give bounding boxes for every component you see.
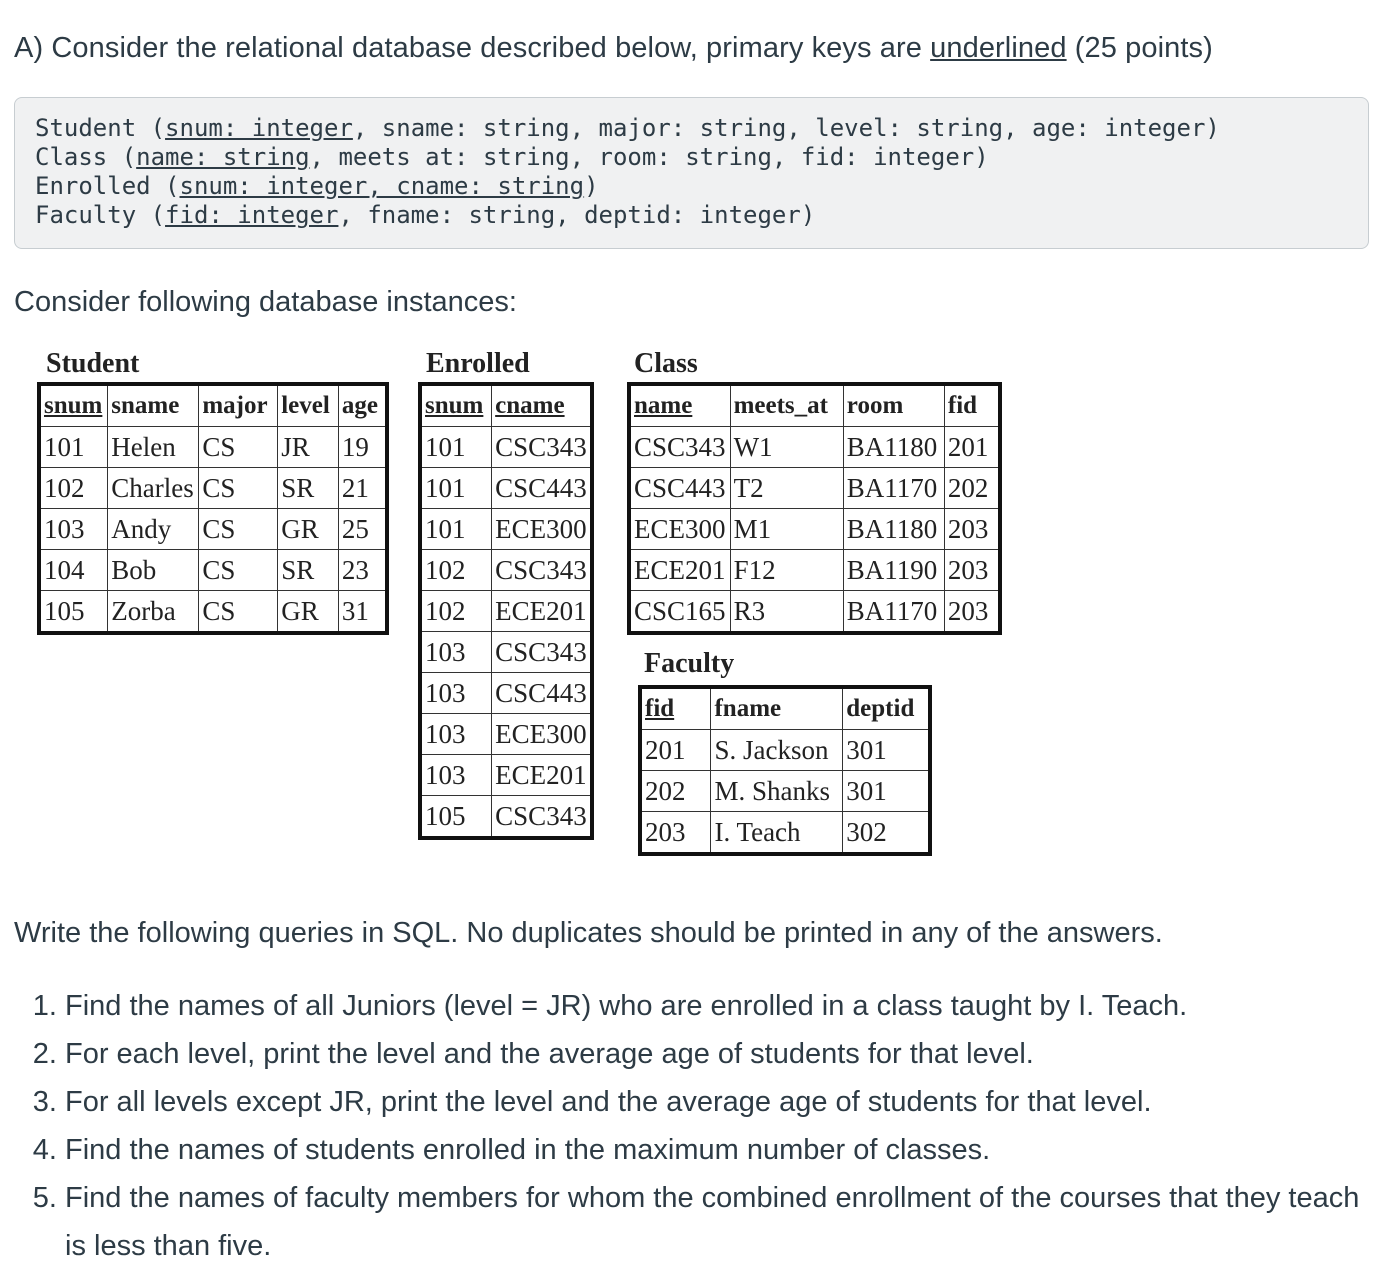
- heading-underlined-word: underlined: [930, 32, 1067, 64]
- student-cell: CS: [199, 509, 278, 550]
- table-row: [39, 468, 387, 509]
- schema-class-name: Class (: [35, 143, 137, 171]
- table-row: [420, 550, 592, 591]
- class-cell: M1: [730, 509, 843, 550]
- heading-suffix: (25 points): [1066, 32, 1213, 64]
- student-cell: 31: [338, 591, 387, 634]
- schema-enrolled-name: Enrolled (: [35, 172, 180, 200]
- schema-enrolled-rest: ): [584, 172, 599, 200]
- table-row: [39, 591, 387, 634]
- class-column-header: meets_at: [730, 384, 843, 427]
- table-row: [420, 591, 592, 632]
- schema-class-pk: name: string: [136, 143, 310, 171]
- schema-faculty-pk: fid: integer: [165, 201, 339, 229]
- student-cell: 104: [39, 550, 108, 591]
- enrolled-cell: 101: [420, 468, 492, 509]
- class-column-header: name: [629, 384, 730, 427]
- class-cell: F12: [730, 550, 843, 591]
- student-cell: 101: [39, 427, 108, 468]
- student-cell: 103: [39, 509, 108, 550]
- student-table: [37, 382, 389, 635]
- class-cell: CSC343: [629, 427, 730, 468]
- table-row: [420, 796, 592, 839]
- student-cell: 19: [338, 427, 387, 468]
- student-cell: CS: [199, 468, 278, 509]
- schema-student-pk: snum: integer: [165, 114, 353, 142]
- student-cell: Bob: [108, 550, 199, 591]
- student-cell: Zorba: [108, 591, 199, 634]
- table-row: [39, 509, 387, 550]
- schema-class: [35, 143, 1348, 172]
- student-column-header: level: [278, 384, 339, 427]
- enrolled-cell: 103: [420, 755, 492, 796]
- enrolled-cell: 102: [420, 550, 492, 591]
- faculty-table: [638, 685, 932, 856]
- class-cell: 202: [944, 468, 1000, 509]
- student-cell: CS: [199, 550, 278, 591]
- student-cell: 25: [338, 509, 387, 550]
- faculty-header-row: [640, 687, 930, 730]
- student-column-header: snum: [39, 384, 108, 427]
- schema-faculty-rest: , fname: string, deptid: integer): [338, 201, 816, 229]
- student-column-header: sname: [108, 384, 199, 427]
- class-cell: R3: [730, 591, 843, 634]
- class-cell: ECE201: [629, 550, 730, 591]
- table-row: [640, 730, 930, 771]
- student-cell: GR: [278, 591, 339, 634]
- table-row: [629, 591, 1000, 634]
- faculty-cell: I. Teach: [711, 812, 843, 855]
- class-cell: BA1180: [843, 427, 944, 468]
- student-cell: 21: [338, 468, 387, 509]
- table-row: [629, 427, 1000, 468]
- schema-faculty: [35, 201, 1348, 230]
- query-item: 4. Find the names of students enrolled in the maximum number of classes.: [65, 1126, 1370, 1174]
- table-row: [420, 468, 592, 509]
- enrolled-cell: 103: [420, 673, 492, 714]
- table-row: [420, 755, 592, 796]
- question-heading: [14, 28, 1213, 68]
- class-cell: CSC443: [629, 468, 730, 509]
- student-cell: SR: [278, 468, 339, 509]
- class-cell: 203: [944, 509, 1000, 550]
- table-row: [640, 771, 930, 812]
- student-cell: Andy: [108, 509, 199, 550]
- class-cell: T2: [730, 468, 843, 509]
- instances-label: Consider following database instances:: [14, 286, 517, 318]
- student-cell: 102: [39, 468, 108, 509]
- student-cell: GR: [278, 509, 339, 550]
- enrolled-cell: ECE300: [492, 509, 592, 550]
- faculty-column-header: fid: [640, 687, 711, 730]
- enrolled-cell: CSC343: [492, 796, 592, 839]
- class-cell: BA1180: [843, 509, 944, 550]
- student-cell: JR: [278, 427, 339, 468]
- faculty-cell: 302: [843, 812, 930, 855]
- table-row: [629, 509, 1000, 550]
- query-item: 1. Find the names of all Juniors (level = JR) who are enrolled in a class taught by I. Teach.: [65, 982, 1370, 1030]
- class-header-row: [629, 384, 1000, 427]
- table-row: [39, 550, 387, 591]
- faculty-cell: 301: [843, 730, 930, 771]
- enrolled-cell: CSC443: [492, 468, 592, 509]
- enrolled-cell: ECE201: [492, 591, 592, 632]
- enrolled-column-header: cname: [492, 384, 592, 427]
- table-row: [420, 673, 592, 714]
- student-cell: 23: [338, 550, 387, 591]
- queries-intro: Write the following queries in SQL. No duplicates should be printed in any of the answers.: [14, 917, 1163, 949]
- faculty-table-title: Faculty: [644, 648, 735, 679]
- student-column-header: major: [199, 384, 278, 427]
- student-table-title: Student: [46, 348, 140, 379]
- enrolled-cell: 102: [420, 591, 492, 632]
- schema-student-rest: , sname: string, major: string, level: string, age: integer): [352, 114, 1220, 142]
- faculty-cell: M. Shanks: [711, 771, 843, 812]
- class-cell: BA1190: [843, 550, 944, 591]
- class-cell: CSC165: [629, 591, 730, 634]
- class-cell: ECE300: [629, 509, 730, 550]
- enrolled-cell: CSC343: [492, 427, 592, 468]
- class-table: [627, 382, 1002, 635]
- class-cell: 203: [944, 550, 1000, 591]
- table-row: [420, 714, 592, 755]
- faculty-cell: 201: [640, 730, 711, 771]
- student-cell: Helen: [108, 427, 199, 468]
- schema-student: [35, 114, 1348, 143]
- table-row: [39, 427, 387, 468]
- query-item: 2. For each level, print the level and the average age of students for that level.: [65, 1030, 1370, 1078]
- faculty-cell: 203: [640, 812, 711, 855]
- faculty-column-header: deptid: [843, 687, 930, 730]
- schema-student-name: Student (: [35, 114, 166, 142]
- faculty-cell: S. Jackson: [711, 730, 843, 771]
- enrolled-cell: ECE300: [492, 714, 592, 755]
- student-cell: CS: [199, 427, 278, 468]
- queries-list: [0, 982, 1370, 1270]
- faculty-cell: 202: [640, 771, 711, 812]
- faculty-column-header: fname: [711, 687, 843, 730]
- table-row: [640, 812, 930, 855]
- student-cell: CS: [199, 591, 278, 634]
- enrolled-cell: CSC343: [492, 550, 592, 591]
- student-header-row: [39, 384, 387, 427]
- query-item: 5. Find the names of faculty members for whom the combined enrollment of the courses that they teach is less than five.: [65, 1174, 1370, 1270]
- enrolled-cell: CSC343: [492, 632, 592, 673]
- schema-faculty-name: Faculty (: [35, 201, 166, 229]
- table-row: [629, 550, 1000, 591]
- faculty-cell: 301: [843, 771, 930, 812]
- heading-prefix: A) Consider the relational database described below, primary keys are: [14, 32, 931, 64]
- student-column-header: age: [338, 384, 387, 427]
- query-item: 3. For all levels except JR, print the level and the average age of students for that level.: [65, 1078, 1370, 1126]
- class-cell: BA1170: [843, 591, 944, 634]
- student-cell: 105: [39, 591, 108, 634]
- schema-enrolled: [35, 172, 1348, 201]
- enrolled-cell: 101: [420, 427, 492, 468]
- class-column-header: room: [843, 384, 944, 427]
- schema-enrolled-pk: snum: integer, cname: string: [179, 172, 585, 200]
- enrolled-cell: 103: [420, 714, 492, 755]
- schema-code-block: [14, 97, 1369, 249]
- class-column-header: fid: [944, 384, 1000, 427]
- class-cell: 201: [944, 427, 1000, 468]
- enrolled-table: [418, 382, 594, 840]
- schema-class-rest: , meets at: string, room: string, fid: integer): [309, 143, 989, 171]
- enrolled-cell: 103: [420, 632, 492, 673]
- table-row: [629, 468, 1000, 509]
- table-row: [420, 427, 592, 468]
- enrolled-table-title: Enrolled: [426, 348, 530, 379]
- class-table-title: Class: [634, 348, 698, 379]
- table-row: [420, 632, 592, 673]
- class-cell: 203: [944, 591, 1000, 634]
- enrolled-cell: CSC443: [492, 673, 592, 714]
- student-cell: SR: [278, 550, 339, 591]
- enrolled-header-row: [420, 384, 592, 427]
- enrolled-cell: ECE201: [492, 755, 592, 796]
- class-cell: W1: [730, 427, 843, 468]
- table-row: [420, 509, 592, 550]
- enrolled-column-header: snum: [420, 384, 492, 427]
- class-cell: BA1170: [843, 468, 944, 509]
- enrolled-cell: 105: [420, 796, 492, 839]
- student-cell: Charles: [108, 468, 199, 509]
- enrolled-cell: 101: [420, 509, 492, 550]
